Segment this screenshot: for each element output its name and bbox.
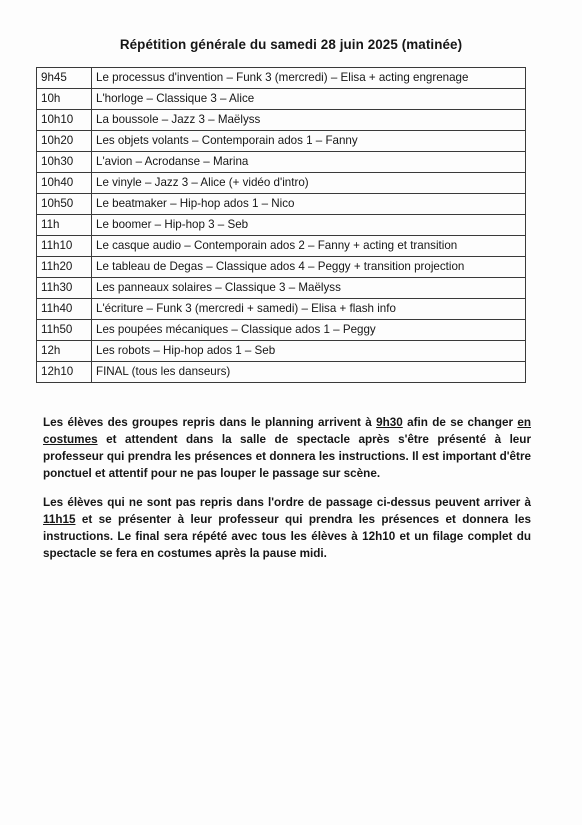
arrival-time-1: 9h30 [376,416,403,429]
paragraph-2-text-2: et se présenter à leur professeur qui prendra les présences et donnera les instructions. Le final sera répété avec tous les élèves à 12h10 et un filage complet du spectacle se fera en costumes après la pause midi. [43,513,531,560]
paragraph-1-text-2: afin de se changer [402,416,518,429]
costume-emphasis: en costumes [43,416,531,446]
instructions [43,414,531,574]
table-row [37,131,526,152]
schedule-table [36,67,526,383]
page-title: Répétition générale du samedi 28 juin 2025 (matinée) [119,37,463,52]
schedule-time: 12h [37,341,92,362]
schedule-item: Le tableau de Degas – Classique ados 4 – Peggy + transition projection [92,257,526,278]
table-row [37,236,526,257]
table-row [37,341,526,362]
schedule-time: 12h10 [37,362,92,383]
schedule-time: 10h30 [37,152,92,173]
schedule-time: 11h [37,215,92,236]
table-row [37,215,526,236]
schedule-time: 11h10 [37,236,92,257]
schedule-time: 10h10 [37,110,92,131]
schedule-item: La boussole – Jazz 3 – Maëlyss [92,110,526,131]
schedule-item: Les panneaux solaires – Classique 3 – Maëlyss [92,278,526,299]
schedule-time: 10h [37,89,92,110]
schedule-item: Les poupées mécaniques – Classique ados 1 – Peggy [92,320,526,341]
table-row [37,152,526,173]
paragraph-1-text-1: Les élèves des groupes repris dans le planning arrivent à [43,416,377,429]
table-row [37,362,526,383]
schedule-time: 11h40 [37,299,92,320]
table-row [37,320,526,341]
table-row [37,68,526,89]
schedule-item: Le boomer – Hip-hop 3 – Seb [92,215,526,236]
instructions-paragraph-1 [43,414,531,482]
schedule-time: 11h20 [37,257,92,278]
schedule-item: L'horloge – Classique 3 – Alice [92,89,526,110]
schedule-item: Le beatmaker – Hip-hop ados 1 – Nico [92,194,526,215]
schedule-item: L'écriture – Funk 3 (mercredi + samedi) – Elisa + flash info [92,299,526,320]
table-row [37,89,526,110]
schedule-item: Le processus d'invention – Funk 3 (mercredi) – Elisa + acting engrenage [92,68,526,89]
schedule-item: Les robots – Hip-hop ados 1 – Seb [92,341,526,362]
schedule-item: Le vinyle – Jazz 3 – Alice (+ vidéo d'intro) [92,173,526,194]
schedule-item: FINAL (tous les danseurs) [92,362,526,383]
schedule-item: Le casque audio – Contemporain ados 2 – Fanny + acting et transition [92,236,526,257]
schedule-time: 9h45 [37,68,92,89]
schedule-time: 11h50 [37,320,92,341]
table-row [37,257,526,278]
schedule-time: 11h30 [37,278,92,299]
paragraph-2-text-1: Les élèves qui ne sont pas repris dans l'ordre de passage ci-dessus peuvent arriver à [43,496,531,509]
schedule-time: 10h40 [37,173,92,194]
schedule-time: 10h20 [37,131,92,152]
arrival-time-2: 11h15 [43,513,76,526]
table-row [37,278,526,299]
schedule-item: Les objets volants – Contemporain ados 1 – Fanny [92,131,526,152]
instructions-paragraph-2 [43,494,531,562]
table-row [37,194,526,215]
schedule-table-body [37,68,526,383]
schedule-time: 10h50 [37,194,92,215]
table-row [37,299,526,320]
table-row [37,173,526,194]
paragraph-1-text-3: et attendent dans la salle de spectacle après s'être présenté à leur professeur qui prendra les présences et donnera les instructions. Il est important d'être ponctuel et attentif pour ne pas louper le passage sur scène. [43,433,531,480]
schedule-item: L'avion – Acrodanse – Marina [92,152,526,173]
table-row [37,110,526,131]
